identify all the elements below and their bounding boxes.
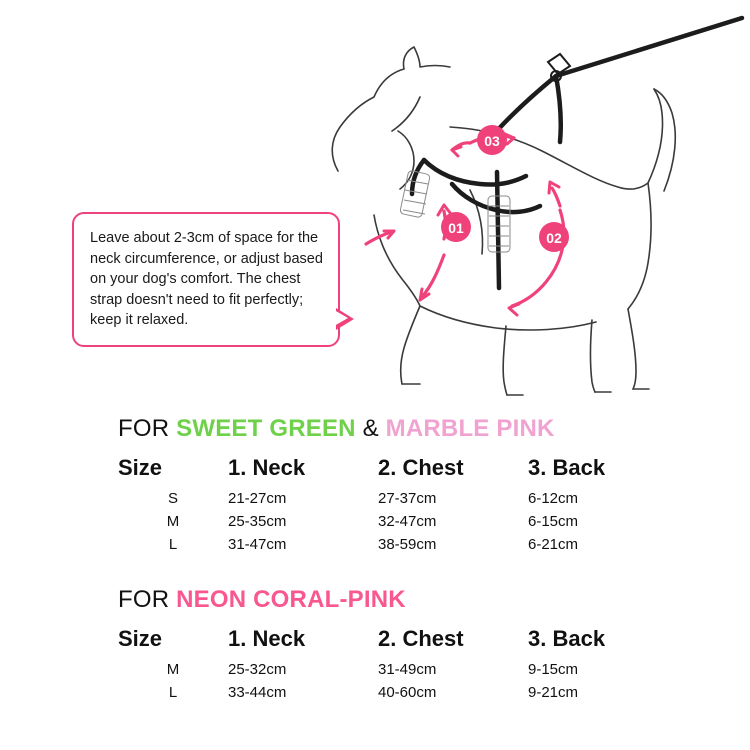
table-header-row (118, 625, 638, 658)
size-table-2 (118, 625, 638, 704)
badge-02 (539, 222, 569, 252)
cell-back: 6-12cm (528, 489, 579, 507)
svg-text:03: 03 (484, 133, 500, 149)
table-header-row (118, 454, 638, 487)
cell-chest: 32-47cm (378, 512, 437, 530)
col-header-size: Size (118, 454, 163, 480)
cell-neck: 33-44cm (228, 683, 287, 701)
size-table-block-sweet-green-marble-pink (0, 415, 750, 556)
cell-neck: 25-35cm (228, 512, 287, 530)
size-table-title-1 (118, 415, 640, 444)
cell-size: S (167, 489, 178, 507)
cell-chest: 31-49cm (378, 660, 437, 678)
dog-outline (332, 47, 675, 395)
col-header-chest: 2. Chest (378, 454, 464, 480)
fitting-tip-callout (72, 212, 340, 347)
title-neon-coral-pink: NEON CORAL-PINK (176, 585, 406, 613)
col-header-back: 3. Back (528, 625, 606, 651)
col-header-neck: 1. Neck (228, 625, 306, 651)
cell-neck: 25-32cm (228, 660, 287, 678)
fitting-tip-text: Leave about 2-3cm of space for the neck circumference, or adjust based on your dog's comfort. The chest strap doesn't need to fit perfectly; keep it relaxed. (90, 230, 323, 329)
title-prefix-2: FOR (118, 585, 177, 613)
col-header-chest: 2. Chest (378, 625, 464, 651)
cell-size: M (166, 512, 180, 530)
cell-chest: 40-60cm (378, 683, 437, 701)
col-header-size: Size (118, 625, 163, 651)
badge-01 (441, 212, 471, 242)
svg-text:01: 01 (448, 220, 464, 236)
harness-straps (412, 18, 742, 288)
cell-back: 6-15cm (528, 512, 579, 530)
title-sweet-green: SWEET GREEN (176, 415, 356, 442)
title-conjunction-1: & (355, 415, 386, 442)
table-row (118, 533, 638, 556)
cell-back: 6-21cm (528, 535, 579, 553)
cell-back: 9-21cm (528, 683, 579, 701)
callout-tail-inner (334, 310, 348, 326)
col-header-back: 3. Back (528, 454, 606, 480)
cell-chest: 38-59cm (378, 535, 437, 553)
cell-back: 9-15cm (528, 660, 579, 678)
title-marble-pink: MARBLE PINK (385, 415, 555, 442)
title-prefix-1: FOR (118, 415, 177, 442)
svg-text:02: 02 (546, 230, 562, 246)
cell-neck: 21-27cm (228, 489, 287, 507)
size-table-1 (118, 454, 638, 556)
table-row (118, 487, 638, 510)
table-row (118, 658, 638, 681)
size-table-title-2 (118, 586, 640, 615)
cell-size: L (168, 535, 178, 553)
cell-size: L (168, 683, 178, 701)
table-row (118, 681, 638, 704)
col-header-neck: 1. Neck (228, 454, 306, 480)
badge-03 (477, 125, 507, 155)
table-spacer (0, 556, 750, 586)
cell-chest: 27-37cm (378, 489, 437, 507)
size-tables (0, 415, 750, 704)
cell-size: M (166, 660, 180, 678)
cell-neck: 31-47cm (228, 535, 287, 553)
table-row (118, 510, 638, 533)
size-table-block-neon-coral-pink (0, 586, 750, 704)
